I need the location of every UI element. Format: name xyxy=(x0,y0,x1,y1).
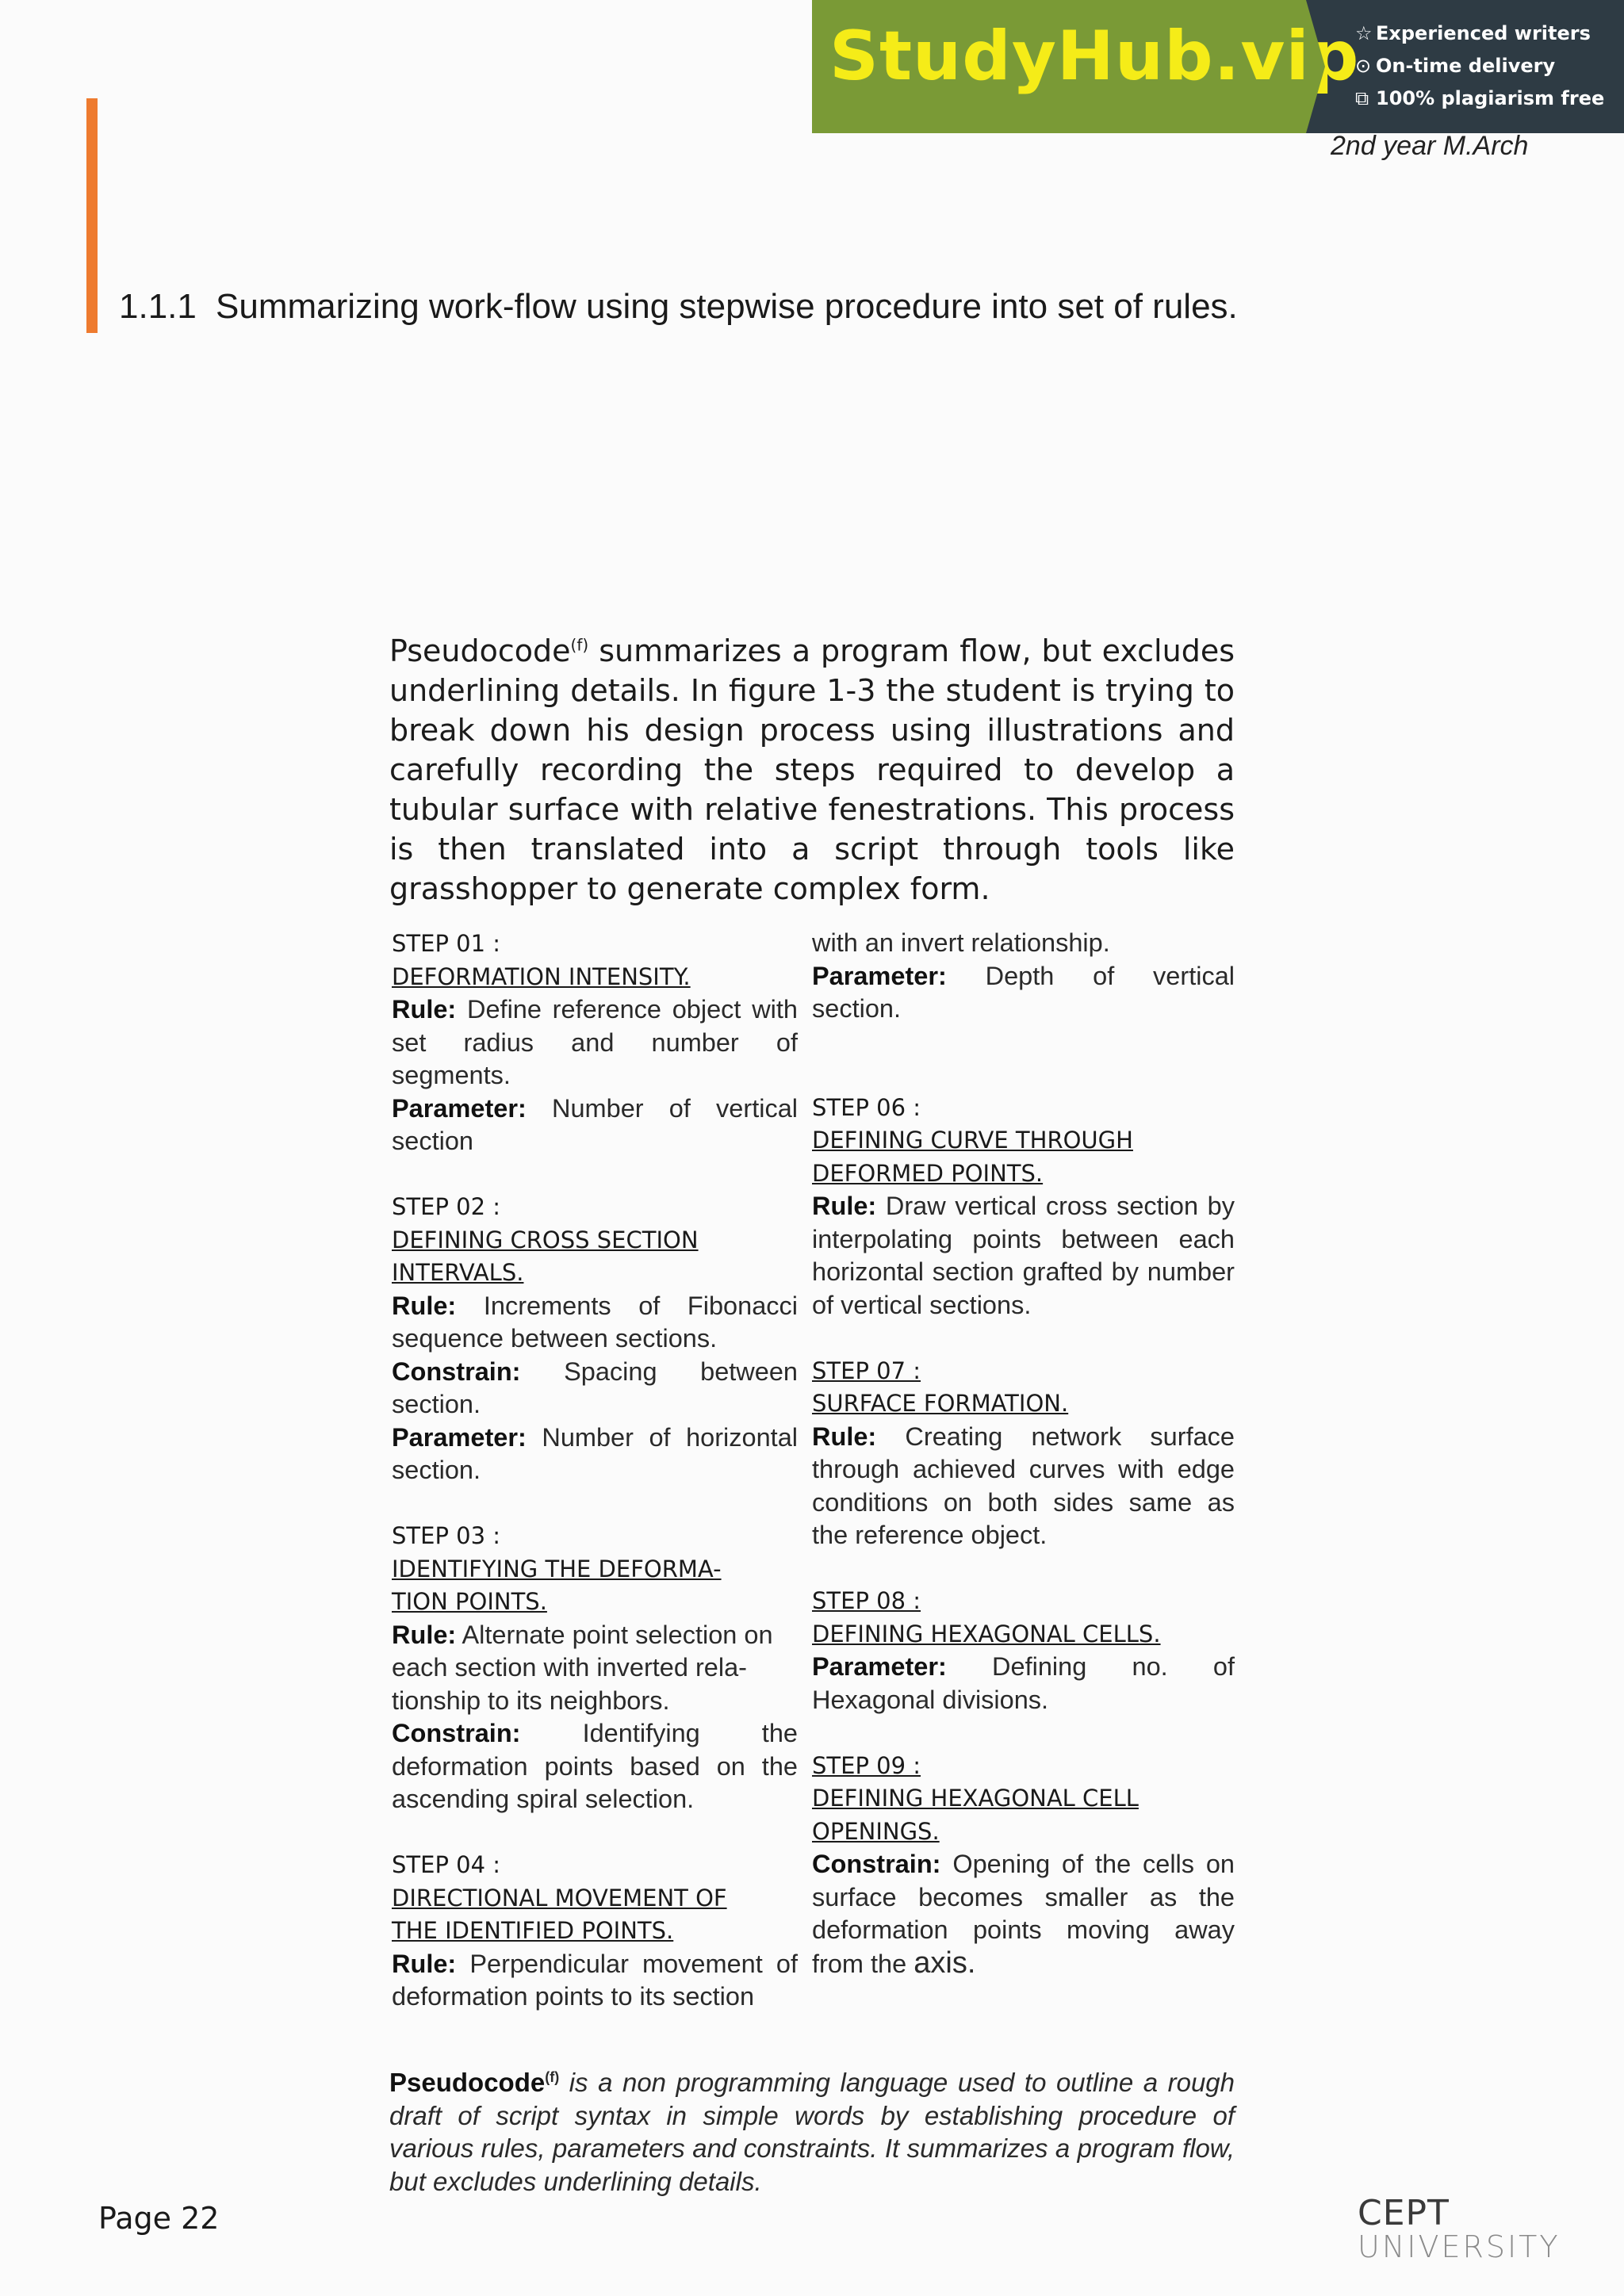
parameter-label: Parameter: xyxy=(812,961,947,990)
step-08-subtitle: DEFINING HEXAGONAL CELLS. xyxy=(812,1620,1161,1647)
footnote-text: is a non programming language used to outline a rough draft of script syntax in simple words by establishing procedure of various rules, parameters and constraints. It summarizes a program flow, but excludes underlining details. xyxy=(389,2068,1235,2196)
constraint-text-end: axis. xyxy=(914,1946,976,1980)
constraint-label: Constrain: xyxy=(392,1719,521,1747)
step-03-subtitle-1: IDENTIFYING THE DEFORMA- xyxy=(392,1555,722,1582)
banner-arrow xyxy=(1306,0,1325,133)
step-07-rule xyxy=(812,1421,1235,1552)
step-02-subtitle-1: DEFINING CROSS SECTION xyxy=(392,1226,699,1253)
step-06-rule xyxy=(812,1190,1235,1322)
step-09-constraint xyxy=(812,1848,1235,1980)
rule-label: Rule: xyxy=(392,995,457,1024)
step-02-title: STEP 02 : xyxy=(392,1193,501,1220)
feature-experienced xyxy=(1355,17,1624,50)
rule-text: Increments of Fibonacci sequence between sections. xyxy=(392,1291,798,1353)
intro-footnote-mark: (f) xyxy=(570,635,589,655)
parameter-label: Parameter: xyxy=(392,1093,527,1123)
constraint-text: Opening of the cells on surface becomes smaller as the deformation points moving away from the xyxy=(812,1850,1235,1978)
step-02-parameter xyxy=(392,1422,798,1487)
step-01-subtitle: DEFORMATION INTENSITY. xyxy=(392,962,691,990)
footnote-term: Pseudocode xyxy=(389,2068,546,2097)
footnote xyxy=(389,2066,1235,2198)
feature-label: On-time delivery xyxy=(1376,55,1556,77)
step-09-title: STEP 09 : xyxy=(812,1751,921,1779)
step-04-title: STEP 04 : xyxy=(392,1851,501,1878)
rule-label: Rule: xyxy=(392,1620,457,1649)
parameter-label: Parameter: xyxy=(812,1652,947,1681)
step-08-parameter xyxy=(812,1651,1235,1716)
step-02-subtitle-2: INTERVALS. xyxy=(392,1259,524,1286)
copy-icon: ⧉ xyxy=(1355,87,1369,109)
step-03-rule xyxy=(392,1619,798,1718)
steps-right-column xyxy=(812,927,1235,1980)
step-08-title: STEP 08 : xyxy=(812,1587,921,1614)
feature-plagiarism xyxy=(1355,82,1624,115)
page-number: Page 22 xyxy=(98,2201,220,2236)
rule-text: Creating network surface through achieved curves with edge conditions on both sides same as the reference object. xyxy=(812,1422,1235,1549)
step-07-subtitle: SURFACE FORMATION. xyxy=(812,1390,1069,1417)
rule-text: Perpendicular movement of deformation points to its section xyxy=(392,1949,798,2011)
rule-label: Rule: xyxy=(812,1422,877,1451)
parameter-text: Number of horizontal section. xyxy=(392,1422,798,1484)
star-icon: ☆ xyxy=(1355,22,1373,44)
step-02-constraint xyxy=(392,1356,798,1422)
parameter-label: Parameter: xyxy=(392,1422,527,1452)
banner-logo[interactable] xyxy=(812,0,1360,133)
intro-text: summarizes a program flow, but excludes underlining details. In figure 1-3 the student is trying to break down his design process using illustrations and carefully recording the steps required to develop a tubular surface with relative fenestrations. This process is then translated into a script through tools like grasshopper to generate complex form. xyxy=(389,633,1235,906)
rule-text: Define reference object with set radius and number of segments. xyxy=(392,995,798,1089)
step-03-subtitle-2: TION POINTS. xyxy=(392,1588,547,1615)
step-09-subtitle-2: OPENINGS. xyxy=(812,1817,940,1845)
rule-label: Rule: xyxy=(812,1192,877,1220)
step-02-rule xyxy=(392,1290,798,1356)
steps-left-column xyxy=(392,928,798,2014)
step-06-title: STEP 06 : xyxy=(812,1093,921,1121)
university-logo xyxy=(1358,2193,1561,2264)
step-03-constraint xyxy=(392,1717,798,1816)
intro-term: Pseudocode xyxy=(389,633,571,668)
step-09-subtitle-1: DEFINING HEXAGONAL CELL xyxy=(812,1785,1139,1812)
step-06-subtitle-1: DEFINING CURVE THROUGH xyxy=(812,1127,1133,1154)
section-heading xyxy=(119,287,1238,327)
logo-bottom-text: UNIVERSITY xyxy=(1358,2229,1561,2264)
step-04-rule-continued: with an invert relationship. xyxy=(812,928,1110,957)
parameter-text: Defining no. of Hexagonal divisions. xyxy=(812,1652,1235,1714)
parameter-text: Depth of vertical section. xyxy=(812,961,1235,1023)
step-01-title: STEP 01 : xyxy=(392,930,501,957)
rule-text: Alternate point selection on each section with inverted rela-tionship to its neighbors. xyxy=(392,1620,773,1715)
studyhub-banner[interactable] xyxy=(812,0,1624,133)
step-04-subtitle-1: DIRECTIONAL MOVEMENT OF xyxy=(392,1884,727,1911)
logo-top-text: CEPT xyxy=(1358,2193,1450,2233)
rule-text: Draw vertical cross section by interpolating points between each horizontal section grafted by number of vertical sections. xyxy=(812,1192,1235,1319)
constraint-label: Constrain: xyxy=(392,1357,521,1386)
constraint-text: Spacing between section. xyxy=(392,1357,798,1418)
feature-delivery xyxy=(1355,50,1624,82)
step-04-subtitle-2: THE IDENTIFIED POINTS. xyxy=(392,1917,674,1944)
step-03-title: STEP 03 : xyxy=(392,1522,501,1549)
constraint-label: Constrain: xyxy=(812,1850,941,1878)
footnote-mark: (f) xyxy=(545,2069,560,2085)
step-01-rule xyxy=(392,993,798,1093)
step-04-parameter xyxy=(812,960,1235,1026)
section-title: Summarizing work-flow using stepwise procedure into set of rules. xyxy=(216,287,1238,326)
step-04-rule xyxy=(392,1948,798,2014)
step-07-title: STEP 07 : xyxy=(812,1357,921,1384)
parameter-text: Number of vertical section xyxy=(392,1093,798,1155)
accent-bar xyxy=(86,98,98,333)
banner-logo-text: StudyHub.vip xyxy=(829,17,1360,96)
step-01-parameter xyxy=(392,1093,798,1158)
feature-label: Experienced writers xyxy=(1376,22,1591,44)
rule-label: Rule: xyxy=(392,1291,457,1320)
section-number: 1.1.1 xyxy=(119,287,197,326)
course-year: 2nd year M.Arch xyxy=(1331,131,1529,161)
constraint-text: Identifying the deformation points based on the ascending spiral selection. xyxy=(392,1719,798,1813)
rule-label: Rule: xyxy=(392,1949,457,1978)
clock-icon: ⊙ xyxy=(1355,55,1372,77)
intro-paragraph xyxy=(389,631,1235,909)
feature-label: 100% plagiarism free xyxy=(1376,87,1605,109)
step-06-subtitle-2: DEFORMED POINTS. xyxy=(812,1159,1044,1187)
